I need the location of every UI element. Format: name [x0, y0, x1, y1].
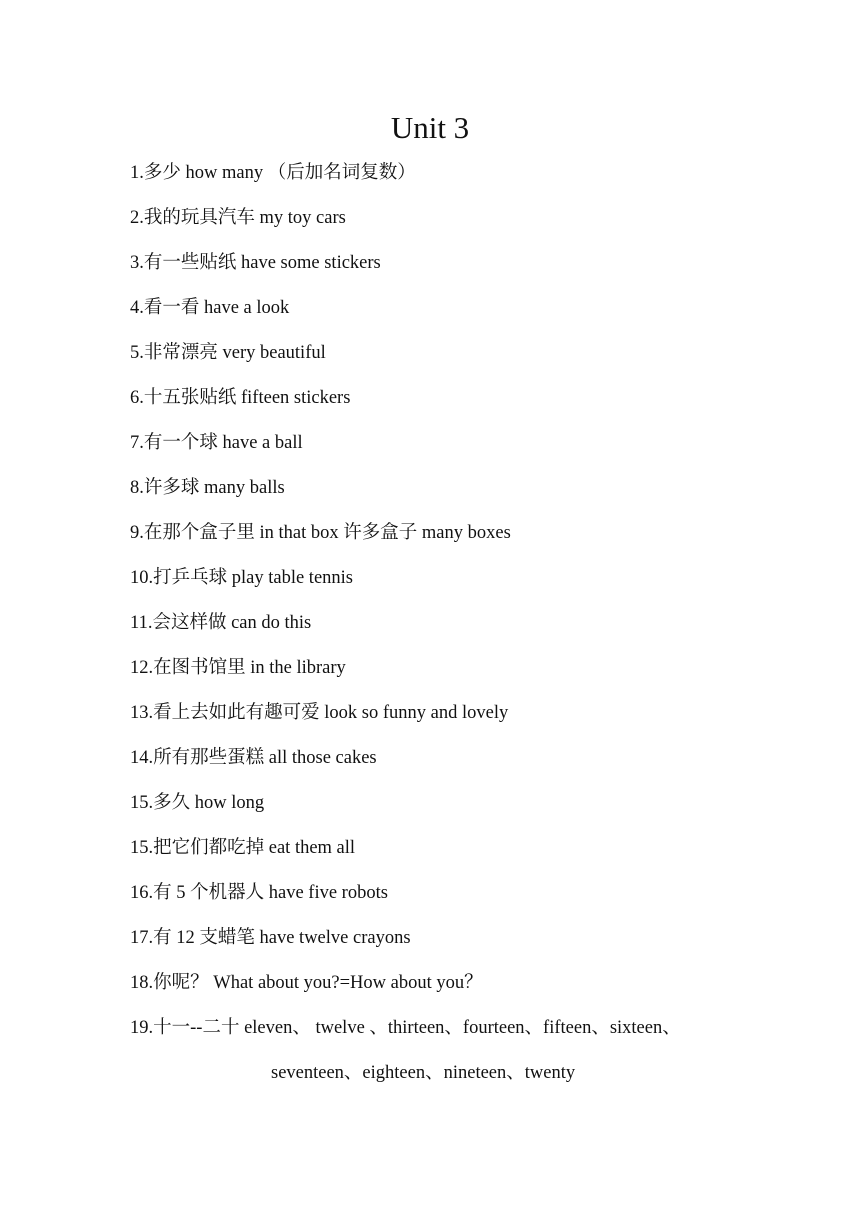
vocab-line-4: 4.看一看 have a look: [130, 298, 290, 318]
vocab-line-18: 18.你呢？ What about you?=How about you？: [130, 973, 483, 993]
vocab-line-5: 5.非常漂亮 very beautiful: [130, 343, 326, 363]
vocab-line-2: 2.我的玩具汽车 my toy cars: [130, 208, 346, 228]
vocab-line-1: 1.多少 how many （后加名词复数）: [130, 163, 416, 183]
vocab-line-14: 14.所有那些蛋糕 all those cakes: [130, 748, 377, 768]
vocab-line-10: 10.打乒乓球 play table tennis: [130, 568, 353, 588]
vocab-line-7: 7.有一个球 have a ball: [130, 433, 303, 453]
vocab-line-19: 19.十一--二十 eleven、 twelve 、thirteen、fourteen、fifteen、sixteen、: [130, 1018, 681, 1038]
page-title: Unit 3: [390, 110, 470, 145]
vocab-line-3: 3.有一些贴纸 have some stickers: [130, 253, 381, 273]
vocab-line-6: 6.十五张贴纸 fifteen stickers: [130, 388, 351, 408]
vocab-line-15a: 15.多久 how long: [130, 793, 265, 813]
vocab-line-13: 13.看上去如此有趣可爱 look so funny and lovely: [130, 703, 509, 723]
vocab-line-19-continued: seventeen、eighteen、nineteen、twenty: [271, 1063, 576, 1083]
vocabulary-list: [130, 155, 780, 1100]
vocab-line-12: 12.在图书馆里 in the library: [130, 658, 346, 678]
vocab-line-15b: 15.把它们都吃掉 eat them all: [130, 838, 356, 858]
vocab-line-11: 11.会这样做 can do this: [130, 613, 312, 633]
vocab-line-8: 8.许多球 many balls: [130, 478, 285, 498]
vocab-line-17: 17.有 12 支蜡笔 have twelve crayons: [130, 928, 411, 948]
vocab-line-16: 16.有 5 个机器人 have five robots: [130, 883, 388, 903]
vocab-line-9: 9.在那个盒子里 in that box 许多盒子 many boxes: [130, 523, 511, 543]
